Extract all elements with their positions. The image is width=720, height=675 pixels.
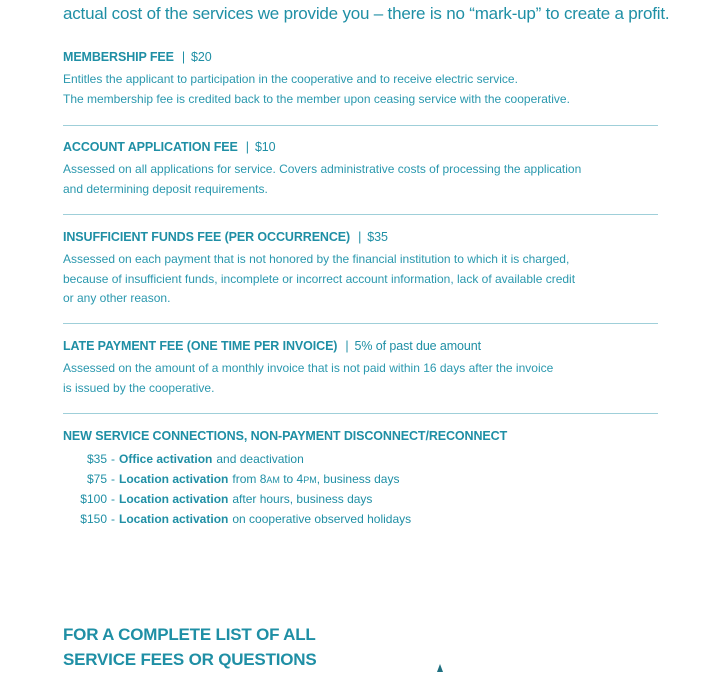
fee-heading xyxy=(63,230,658,244)
section-divider xyxy=(63,413,658,414)
fee-description-line: and determining deposit requirements. xyxy=(63,181,268,196)
fee-separator: | xyxy=(345,339,349,353)
section-divider xyxy=(63,214,658,215)
fee-separator: | xyxy=(245,140,249,154)
membership-fee-section xyxy=(63,50,658,109)
list-item xyxy=(63,510,658,530)
fee-separator: | xyxy=(181,50,186,64)
connection-label: Location activation xyxy=(119,471,229,486)
connection-detail-part: from 8 xyxy=(232,471,267,486)
connection-fee-list xyxy=(63,450,658,529)
connection-detail: on cooperative observed holidays xyxy=(232,511,412,526)
account-application-fee-section xyxy=(63,140,658,199)
connection-price: $150 xyxy=(80,511,107,526)
fee-description xyxy=(63,160,658,199)
fee-description-line: Assessed on all applications for service. Covers administrative costs of processing the application xyxy=(63,162,582,176)
fee-amount: $20 xyxy=(191,50,212,64)
fee-description xyxy=(63,359,658,398)
connection-detail: and deactivation xyxy=(216,452,304,466)
fee-heading: NEW SERVICE CONNECTIONS, NON-PAYMENT DISCONNECT/RECONNECT xyxy=(63,429,508,443)
fee-amount: $35 xyxy=(367,230,388,244)
fee-amount: 5% of past due amount xyxy=(354,339,481,353)
fee-description xyxy=(63,250,658,309)
connection-dash: - xyxy=(111,511,115,526)
time-am: AM xyxy=(266,474,280,485)
footer-line: SERVICE FEES OR QUESTIONS xyxy=(63,650,317,669)
fee-description-line: Assessed on the amount of a monthly invoice that is not paid within 16 days after the invoice xyxy=(63,361,554,375)
fee-heading xyxy=(63,339,658,353)
section-divider xyxy=(63,125,658,126)
fee-title: MEMBERSHIP FEE xyxy=(63,50,174,64)
insufficient-funds-fee-section xyxy=(63,230,658,309)
late-payment-fee-section xyxy=(63,339,658,398)
connection-detail-part: , business days xyxy=(316,471,400,486)
fee-title: LATE PAYMENT FEE (ONE TIME PER INVOICE) xyxy=(63,339,338,353)
fee-heading xyxy=(63,140,658,154)
fee-separator: | xyxy=(358,230,362,244)
connection-dash: - xyxy=(111,452,115,466)
time-pm: PM xyxy=(303,474,317,485)
fee-title: INSUFFICIENT FUNDS FEE (PER OCCURRENCE) xyxy=(63,230,351,244)
fee-title: ACCOUNT APPLICATION FEE xyxy=(63,140,238,154)
fee-description-line: Entitles the applicant to participation in the cooperative and to receive electric service. xyxy=(63,72,518,86)
service-connections-section xyxy=(63,429,658,529)
footer-line: FOR A COMPLETE LIST OF ALL xyxy=(63,625,316,644)
fee-heading xyxy=(63,50,658,64)
fee-description-line: The membership fee is credited back to the member upon ceasing service with the cooperative. xyxy=(63,91,570,106)
fee-description-line: Assessed on each payment that is not honored by the financial institution to which it is charged, xyxy=(63,252,570,266)
connection-detail: after hours, business days xyxy=(232,492,373,506)
section-divider xyxy=(63,323,658,324)
fee-description-line: because of insufficient funds, incomplete or incorrect account information, lack of available credit xyxy=(63,271,576,286)
fee-description xyxy=(63,70,658,109)
connection-price: $35 xyxy=(86,452,107,466)
connection-label: Office activation xyxy=(119,452,213,466)
triangle-marker-icon xyxy=(437,664,443,672)
connection-label: Location activation xyxy=(119,492,229,506)
connection-detail xyxy=(232,470,399,491)
fee-description-line: or any other reason. xyxy=(63,291,171,305)
fee-description-line: is issued by the cooperative. xyxy=(63,380,215,395)
connection-detail-part: to 4 xyxy=(279,471,304,486)
footer-heading xyxy=(63,622,317,672)
connection-dash: - xyxy=(111,492,115,506)
list-item xyxy=(63,470,658,491)
fee-amount: $10 xyxy=(254,140,276,154)
list-item xyxy=(63,450,658,470)
list-item xyxy=(63,490,658,510)
connection-price: $75 xyxy=(86,471,107,486)
connection-dash: - xyxy=(111,471,115,486)
connection-label: Location activation xyxy=(119,511,229,526)
intro-text: actual cost of the services we provide you – there is no “mark-up” to create a profit. xyxy=(63,4,670,23)
connection-price: $100 xyxy=(80,492,107,506)
